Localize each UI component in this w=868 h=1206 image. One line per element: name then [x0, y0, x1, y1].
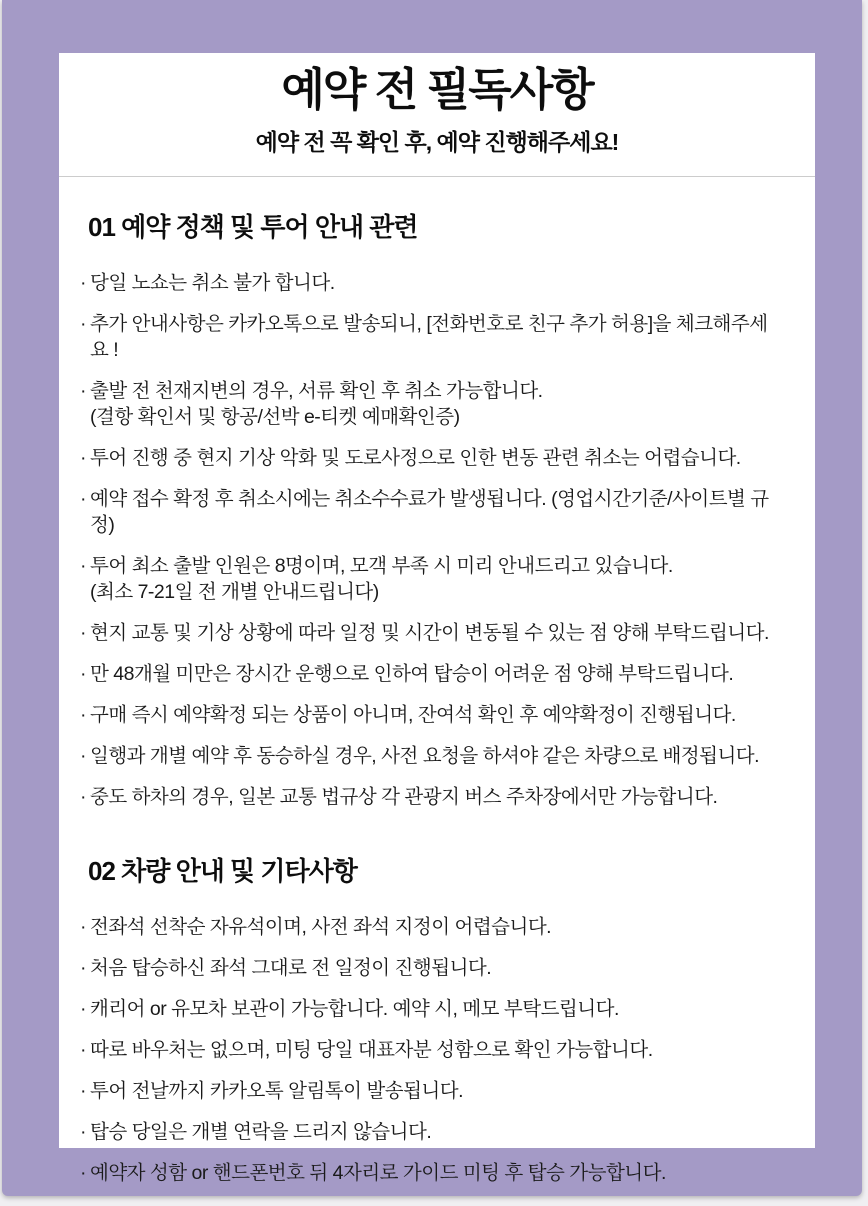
notice-item	[80, 270, 785, 296]
notice-item-line: 따로 바우처는 없으며, 미팅 당일 대표자분 성함으로 확인 가능합니다.	[90, 1039, 653, 1061]
notice-item-text	[90, 661, 785, 687]
bullet-dot: ·	[80, 555, 86, 577]
notice-item-line: 투어 진행 중 현지 기상 악화 및 도로사정으로 인한 변동 관련 취소는 어렵습니다.	[90, 447, 741, 469]
section-vehicle-info	[80, 854, 785, 1186]
bullet-dot: ·	[80, 998, 86, 1020]
bullet-dot: ·	[80, 622, 86, 644]
page-title: 예약 전 필독사항	[281, 64, 593, 115]
notice-item-text	[90, 1119, 785, 1145]
bullet-dot: ·	[80, 1080, 86, 1102]
notice-item-line: 중도 하차의 경우, 일본 교통 법규상 각 관광지 버스 주차장에서만 가능합니다.	[90, 786, 718, 808]
notice-item-text	[90, 311, 785, 363]
page-subtitle: 예약 전 꼭 확인 후, 예약 진행해주세요!	[255, 129, 619, 155]
notice-item-line: 투어 최소 출발 인원은 8명이며, 모객 부족 시 미리 안내드리고 있습니다.	[90, 555, 673, 577]
notice-item-text	[90, 914, 785, 940]
notice-item-text	[90, 445, 785, 471]
section-title: 01 예약 정책 및 투어 안내 관련	[88, 212, 418, 242]
notice-item-text	[90, 1037, 785, 1063]
notice-item-text	[90, 743, 785, 769]
bullet-dot: ·	[80, 447, 86, 469]
notice-item	[80, 914, 785, 940]
notice-item-text	[90, 378, 785, 430]
bullet-dot: ·	[80, 380, 86, 402]
notice-item	[80, 1037, 785, 1063]
notice-item-text	[90, 270, 785, 296]
notice-item	[80, 553, 785, 605]
notice-item	[80, 996, 785, 1022]
bullet-dot: ·	[80, 663, 86, 685]
notice-item-line: 예약자 성함 or 핸드폰번호 뒤 4자리로 가이드 미팅 후 탑승 가능합니다.	[90, 1162, 666, 1184]
notice-item-line: 처음 탑승하신 좌석 그대로 전 일정이 진행됩니다.	[90, 957, 492, 979]
notice-item-line: 탑승 당일은 개별 연락을 드리지 않습니다.	[90, 1121, 432, 1143]
bullet-dot: ·	[80, 1121, 86, 1143]
notice-list	[80, 914, 785, 1186]
purple-frame	[2, 0, 862, 1196]
notice-item-line: 구매 즉시 예약확정 되는 상품이 아니며, 잔여석 확인 후 예약확정이 진행됩니다.	[90, 704, 736, 726]
bullet-dot: ·	[80, 488, 86, 510]
notice-item-text	[90, 784, 785, 810]
notice-content	[59, 210, 815, 1186]
notice-item-line: 예약 접수 확정 후 취소시에는 취소수수료가 발생됩니다. (영업시간기준/사이트별 규정)	[90, 488, 769, 536]
bullet-dot: ·	[80, 916, 86, 938]
notice-item-line: 출발 전 천재지변의 경우, 서류 확인 후 취소 가능합니다.	[90, 380, 543, 402]
bullet-dot: ·	[80, 745, 86, 767]
notice-item-line: 추가 안내사항은 카카오톡으로 발송되니, [전화번호로 친구 추가 허용]을 체크해주세요 !	[90, 313, 768, 361]
notice-item	[80, 702, 785, 728]
notice-item	[80, 486, 785, 538]
notice-item-line: 캐리어 or 유모차 보관이 가능합니다. 예약 시, 메모 부탁드립니다.	[90, 998, 619, 1020]
bullet-dot: ·	[80, 272, 86, 294]
card-header	[59, 53, 815, 176]
notice-item-line: 현지 교통 및 기상 상황에 따라 일정 및 시간이 변동될 수 있는 점 양해 부탁드립니다.	[90, 622, 769, 644]
notice-item-text	[90, 1078, 785, 1104]
notice-item-text	[90, 1160, 785, 1186]
bullet-dot: ·	[80, 1039, 86, 1061]
bullet-dot: ·	[80, 786, 86, 808]
notice-item-text	[90, 955, 785, 981]
notice-card	[59, 53, 815, 1184]
notice-item	[80, 784, 785, 810]
notice-item	[80, 661, 785, 687]
bullet-dot: ·	[80, 957, 86, 979]
notice-item-line: 당일 노쇼는 취소 불가 합니다.	[90, 272, 335, 294]
notice-item	[80, 1119, 785, 1145]
notice-item	[80, 620, 785, 646]
section-title: 02 차량 안내 및 기타사항	[88, 856, 357, 886]
notice-item-line: (결항 확인서 및 항공/선박 e-티켓 예매확인증)	[90, 406, 460, 428]
header-divider	[59, 176, 815, 177]
notice-item-line: 일행과 개별 예약 후 동승하실 경우, 사전 요청을 하셔야 같은 차량으로 배정됩니다.	[90, 745, 760, 767]
notice-item	[80, 378, 785, 430]
notice-item	[80, 1160, 785, 1186]
notice-item-text	[90, 620, 785, 646]
section-booking-policy	[80, 210, 785, 810]
notice-list	[80, 270, 785, 810]
notice-item-text	[90, 486, 785, 538]
notice-item	[80, 955, 785, 981]
notice-item	[80, 1078, 785, 1104]
notice-item-text	[90, 996, 785, 1022]
notice-item	[80, 743, 785, 769]
notice-item-text	[90, 702, 785, 728]
notice-item-line: 투어 전날까지 카카오톡 알림톡이 발송됩니다.	[90, 1080, 463, 1102]
notice-item	[80, 311, 785, 363]
notice-item-line: 전좌석 선착순 자유석이며, 사전 좌석 지정이 어렵습니다.	[90, 916, 552, 938]
notice-item	[80, 445, 785, 471]
notice-item-line: (최소 7-21일 전 개별 안내드립니다)	[90, 581, 379, 603]
notice-item-line: 만 48개월 미만은 장시간 운행으로 인하여 탑승이 어려운 점 양해 부탁드립니다.	[90, 663, 734, 685]
bullet-dot: ·	[80, 704, 86, 726]
bullet-dot: ·	[80, 1162, 86, 1184]
bullet-dot: ·	[80, 313, 86, 335]
notice-item-text	[90, 553, 785, 605]
